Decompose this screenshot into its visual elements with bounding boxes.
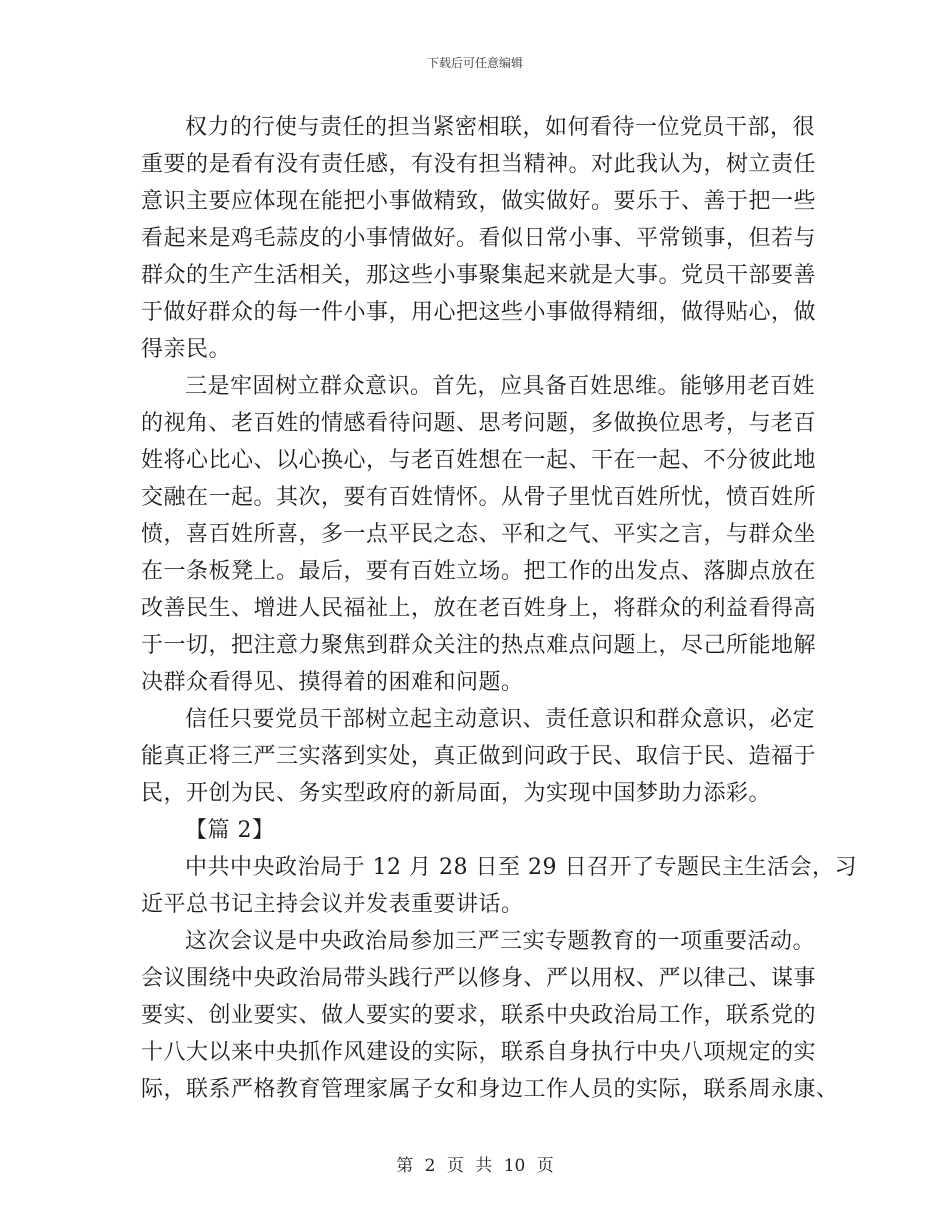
paragraph bbox=[141, 701, 817, 812]
text-line: 民，开创为民、务实型政府的新局面，为实现中国梦助力添彩。 bbox=[141, 781, 772, 806]
text-line: 于做好群众的每一件小事，用心把这些小事做得精细，做得贴心，做 bbox=[141, 300, 817, 325]
paragraph bbox=[141, 849, 857, 923]
section-heading bbox=[141, 812, 806, 849]
text-line: 近平总书记主持会议并发表重要讲话。 bbox=[141, 892, 524, 917]
document-body bbox=[141, 109, 857, 1108]
text-line: 决群众看得见、摸得着的困难和问题。 bbox=[141, 670, 524, 695]
text-line: 意识主要应体现在能把小事做精致，做实做好。要乐于、善于把一些 bbox=[141, 189, 817, 214]
paragraph bbox=[141, 368, 817, 701]
text-line: 际，联系严格教育管理家属子女和身边工作人员的实际，联系周永康、 bbox=[141, 1077, 839, 1102]
page-number-footer: 第 2 页 共 10 页 bbox=[396, 1156, 554, 1176]
text-line: 群众的生产生活相关，那这些小事聚集起来就是大事。党员干部要善 bbox=[141, 263, 817, 288]
paragraph bbox=[141, 109, 817, 368]
text-line: 三是牢固树立群众意识。首先，应具备百姓思维。能够用老百姓 bbox=[185, 374, 816, 399]
text-line: 能真正将三严三实落到实处，真正做到问政于民、取信于民、造福于 bbox=[141, 744, 817, 769]
text-line: 看起来是鸡毛蒜皮的小事情做好。看似日常小事、平常锁事，但若与 bbox=[141, 226, 817, 251]
text-line: 姓将心比心、以心换心，与老百姓想在一起、干在一起、不分彼此地 bbox=[141, 448, 817, 473]
text-line: 交融在一起。其次，要有百姓情怀。从骨子里忧百姓所忧，愤百姓所 bbox=[141, 485, 817, 510]
text-line: 会议围绕中央政治局带头践行严以修身、严以用权、严以律己、谋事 bbox=[141, 966, 817, 991]
text-line: 这次会议是中央政治局参加三严三实专题教育的一项重要活动。 bbox=[185, 929, 816, 954]
text-line: 十八大以来中央抓作风建设的实际，联系自身执行中央八项规定的实 bbox=[141, 1040, 817, 1065]
text-line: 得亲民。 bbox=[141, 337, 232, 362]
text-line: 于一切，把注意力聚焦到群众关注的热点难点问题上，尽己所能地解 bbox=[141, 633, 817, 658]
text-line: 改善民生、增进人民福祉上，放在老百姓身上，将群众的利益看得高 bbox=[141, 596, 817, 621]
text-line: 权力的行使与责任的担当紧密相联，如何看待一位党员干部，很 bbox=[185, 115, 816, 140]
page-header: 下载后可任意编辑 bbox=[426, 56, 523, 70]
text-line: 在一条板凳上。最后，要有百姓立场。把工作的出发点、落脚点放在 bbox=[141, 559, 817, 584]
text-line: 的视角、老百姓的情感看待问题、思考问题，多做换位思考，与老百 bbox=[141, 411, 817, 436]
paragraph bbox=[141, 923, 839, 1108]
text-line: 【篇 2】 bbox=[185, 818, 275, 843]
text-line: 中共中央政治局于 12 月 28 日至 29 日召开了专题民主生活会，习 bbox=[185, 855, 857, 880]
text-line: 要实、创业要实、做人要实的要求，联系中央政治局工作，联系党的 bbox=[141, 1003, 817, 1028]
text-line: 重要的是看有没有责任感，有没有担当精神。对此我认为，树立责任 bbox=[141, 152, 817, 177]
text-line: 愤，喜百姓所喜，多一点平民之态、平和之气、平实之言，与群众坐 bbox=[141, 522, 817, 547]
text-line: 信任只要党员干部树立起主动意识、责任意识和群众意识，必定 bbox=[185, 707, 816, 732]
